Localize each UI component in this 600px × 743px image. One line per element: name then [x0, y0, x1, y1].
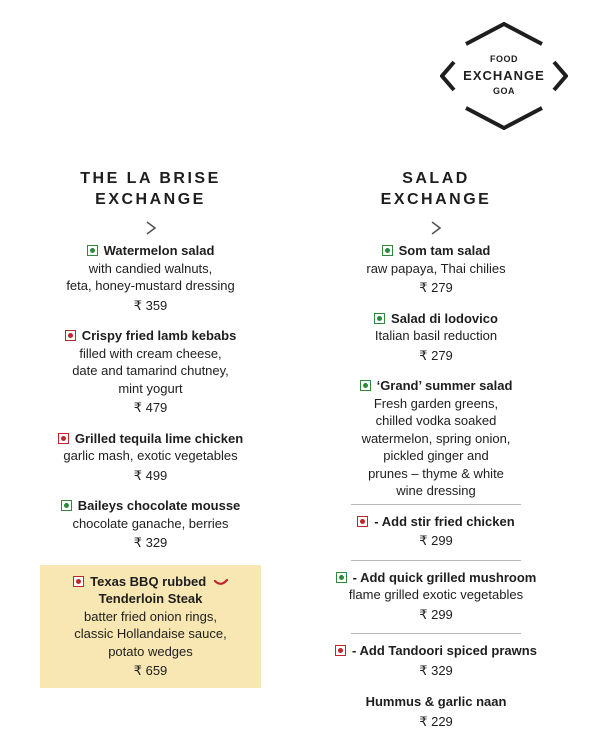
item-name: Watermelon salad — [103, 243, 215, 258]
item-name: Baileys chocolate mousse — [77, 498, 241, 513]
item-desc: flame grilled exotic vegetables — [348, 587, 524, 602]
item-price: ₹ 279 — [419, 280, 453, 295]
salad-exchange-section — [318, 168, 554, 743]
non-veg-icon — [335, 645, 346, 656]
item-desc: chocolate ganache, berries — [72, 515, 229, 531]
menu-item — [318, 242, 554, 297]
veg-icon — [61, 500, 72, 511]
menu-item — [40, 327, 261, 417]
item-desc: watermelon, spring onion, — [361, 430, 511, 446]
chili-icon — [214, 578, 228, 586]
item-desc: filled with cream cheese, — [79, 345, 222, 361]
add-on-item — [318, 569, 554, 624]
section-title-line2: EXCHANGE — [95, 191, 206, 208]
menu-item — [40, 430, 261, 485]
item-name-line1: Texas BBQ rubbed — [90, 573, 207, 589]
veg-icon — [374, 313, 385, 324]
item-price: ₹ 659 — [133, 663, 168, 678]
item-desc: Italian basil reduction — [374, 328, 498, 343]
divider — [351, 560, 521, 561]
item-desc: Fresh garden greens, — [373, 395, 499, 411]
item-price: ₹ 279 — [419, 347, 453, 363]
section-title-line1: THE LA BRISE — [80, 170, 221, 187]
divider — [351, 504, 521, 505]
item-price: ₹ 329 — [133, 535, 168, 550]
veg-icon — [336, 572, 347, 583]
item-name: Som tam salad — [398, 243, 491, 258]
item-desc: raw papaya, Thai chilies — [366, 260, 506, 276]
non-veg-icon — [65, 330, 76, 341]
item-desc: feta, honey-mustard dressing — [66, 278, 235, 293]
veg-icon — [382, 245, 393, 256]
chevron-right-icon[interactable] — [144, 220, 158, 236]
item-name: - Add Tandoori spiced prawns — [352, 643, 537, 658]
section-title-line2: EXCHANGE — [380, 191, 492, 208]
item-name: Salad di lodovico — [391, 310, 498, 326]
item-desc: pickled ginger and — [383, 448, 489, 463]
logo-line-goa: GOA — [492, 86, 515, 96]
item-name: Crispy fried lamb kebabs — [81, 328, 237, 343]
item-name-line2: Tenderloin Steak — [98, 591, 203, 606]
item-price: ₹ 299 — [419, 533, 453, 548]
item-desc: batter fried onion rings, — [84, 608, 217, 624]
item-price: ₹ 299 — [419, 606, 453, 622]
item-desc: chilled vodka soaked — [375, 413, 497, 428]
non-veg-icon — [357, 516, 368, 527]
item-name: Grilled tequila lime chicken — [74, 430, 244, 446]
item-desc: with candied walnuts, — [88, 260, 213, 276]
featured-menu-item — [40, 565, 261, 688]
veg-icon — [360, 380, 371, 391]
item-name: Hummus & garlic naan — [365, 694, 507, 709]
add-on-item — [318, 513, 554, 550]
non-veg-icon — [58, 433, 69, 444]
item-desc: garlic mash, exotic vegetables — [63, 448, 238, 463]
item-desc: wine dressing — [396, 483, 476, 498]
item-price: ₹ 479 — [133, 400, 168, 415]
item-price: ₹ 229 — [419, 713, 453, 729]
item-name: ‘Grand’ summer salad — [376, 378, 513, 393]
food-exchange-logo — [440, 22, 568, 130]
item-desc: prunes – thyme & white — [368, 465, 504, 481]
divider — [351, 633, 521, 634]
item-price: ₹ 359 — [133, 297, 168, 313]
menu-item — [318, 693, 554, 730]
la-brise-exchange-section — [40, 168, 261, 688]
menu-item — [40, 497, 261, 552]
chevron-right-icon[interactable] — [429, 220, 443, 236]
menu-item — [40, 242, 261, 314]
item-price: ₹ 329 — [419, 662, 453, 678]
item-name: - Add stir fried chicken — [374, 513, 515, 529]
non-veg-icon — [73, 576, 84, 587]
logo-line-food: FOOD — [490, 54, 518, 64]
item-desc: potato wedges — [108, 643, 193, 659]
add-on-item — [318, 642, 554, 679]
veg-icon — [87, 245, 98, 256]
item-name: - Add quick grilled mushroom — [352, 569, 537, 585]
menu-item — [318, 377, 554, 500]
section-title-line1: SALAD — [402, 170, 470, 187]
item-price: ₹ 499 — [133, 467, 168, 483]
item-desc: mint yogurt — [118, 380, 183, 396]
item-desc: date and tamarind chutney, — [72, 363, 229, 378]
logo-line-exchange: EXCHANGE — [463, 68, 545, 83]
item-desc: classic Hollandaise sauce, — [74, 626, 227, 641]
menu-item — [318, 310, 554, 365]
